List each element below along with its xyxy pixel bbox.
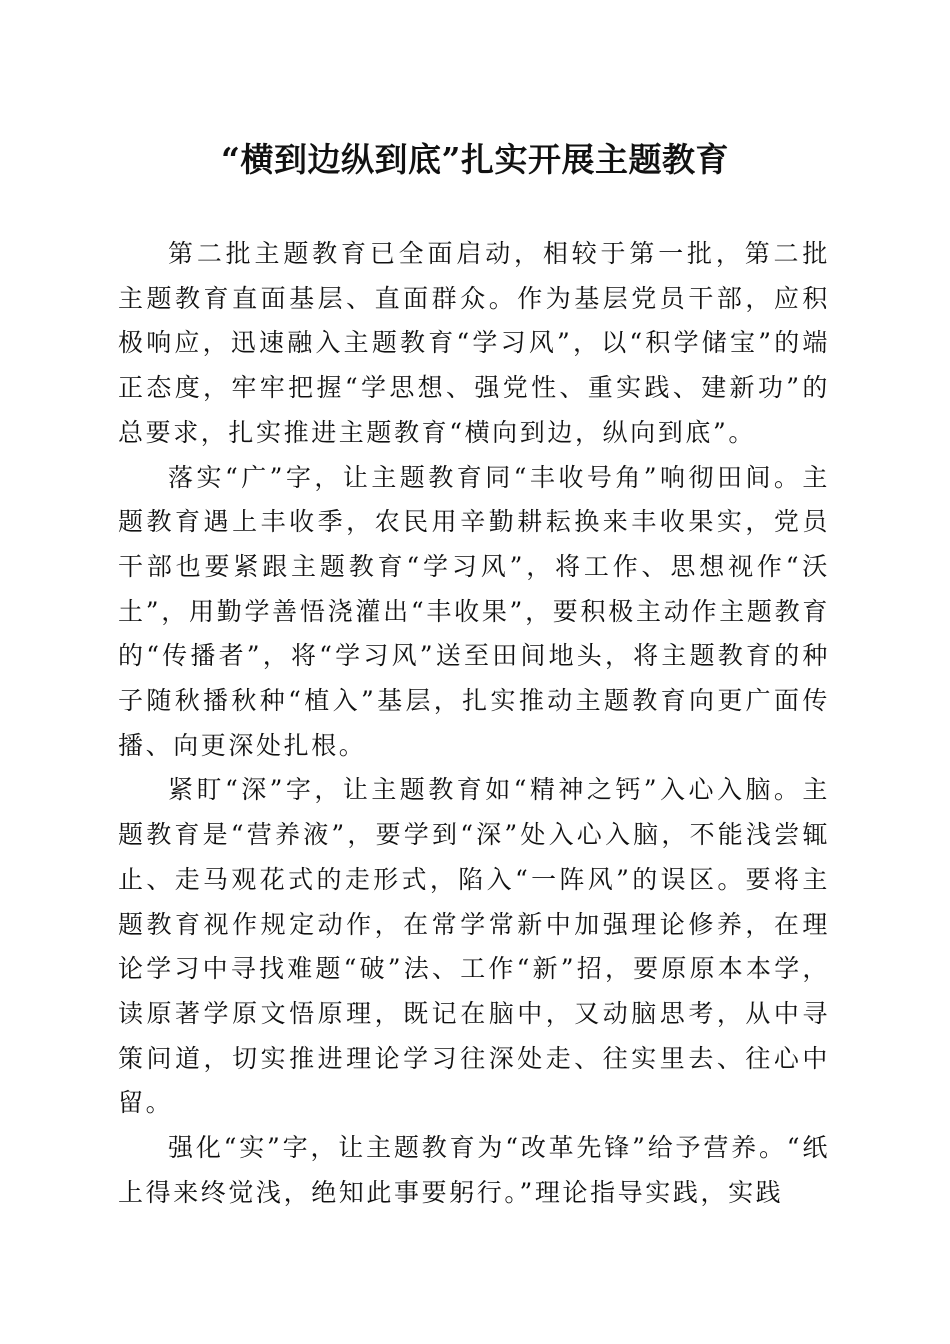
paragraph-shen: 紧盯“深”字，让主题教育如“精神之钙”入心入脑。主题教育是“营养液”，要学到“深”处入心入脑，不能浅尝辄止、走马观花式的走形式，陷入“一阵风”的误区。要将主题教育视作规定动作，在常学常新中加强理论修养，在理论学习中寻找难题“破”法、工作“新”招，要原原本本学，读原著学原文悟原理，既记在脑中，又动脑思考，从中寻策问道，切实推进理论学习往深处走、往实里去、往心中留。 <box>118 775 830 1118</box>
paragraph-guang: 落实“广”字，让主题教育同“丰收号角”响彻田间。主题教育遇上丰收季，农民用辛勤耕耘换来丰收果实，党员干部也要紧跟主题教育“学习风”，将工作、思想视作“沃土”，用勤学善悟浇灌出“丰收果”，要积极主动作主题教育的“传播者”，将“学习风”送至田间地头，将主题教育的种子随秋播秋种“植入”基层，扎实推动主题教育向更广面传播、向更深处扎根。 <box>118 462 830 760</box>
paragraph-intro: 第二批主题教育已全面启动，相较于第一批，第二批主题教育直面基层、直面群众。作为基层党员干部，应积极响应，迅速融入主题教育“学习风”，以“积学储宝”的端正态度，牢牢把握“学思想、强党性、重实践、建新功”的总要求，扎实推进主题教育“横向到边，纵向到底”。 <box>118 239 830 447</box>
document-title: “横到边纵到底”扎实开展主题教育 <box>221 140 729 179</box>
document-body <box>118 232 830 1215</box>
paragraph-shi: 强化“实”字，让主题教育为“改革先锋”给予营养。“纸上得来终觉浅，绝知此事要躬行。”理论指导实践，实践 <box>118 1133 830 1207</box>
